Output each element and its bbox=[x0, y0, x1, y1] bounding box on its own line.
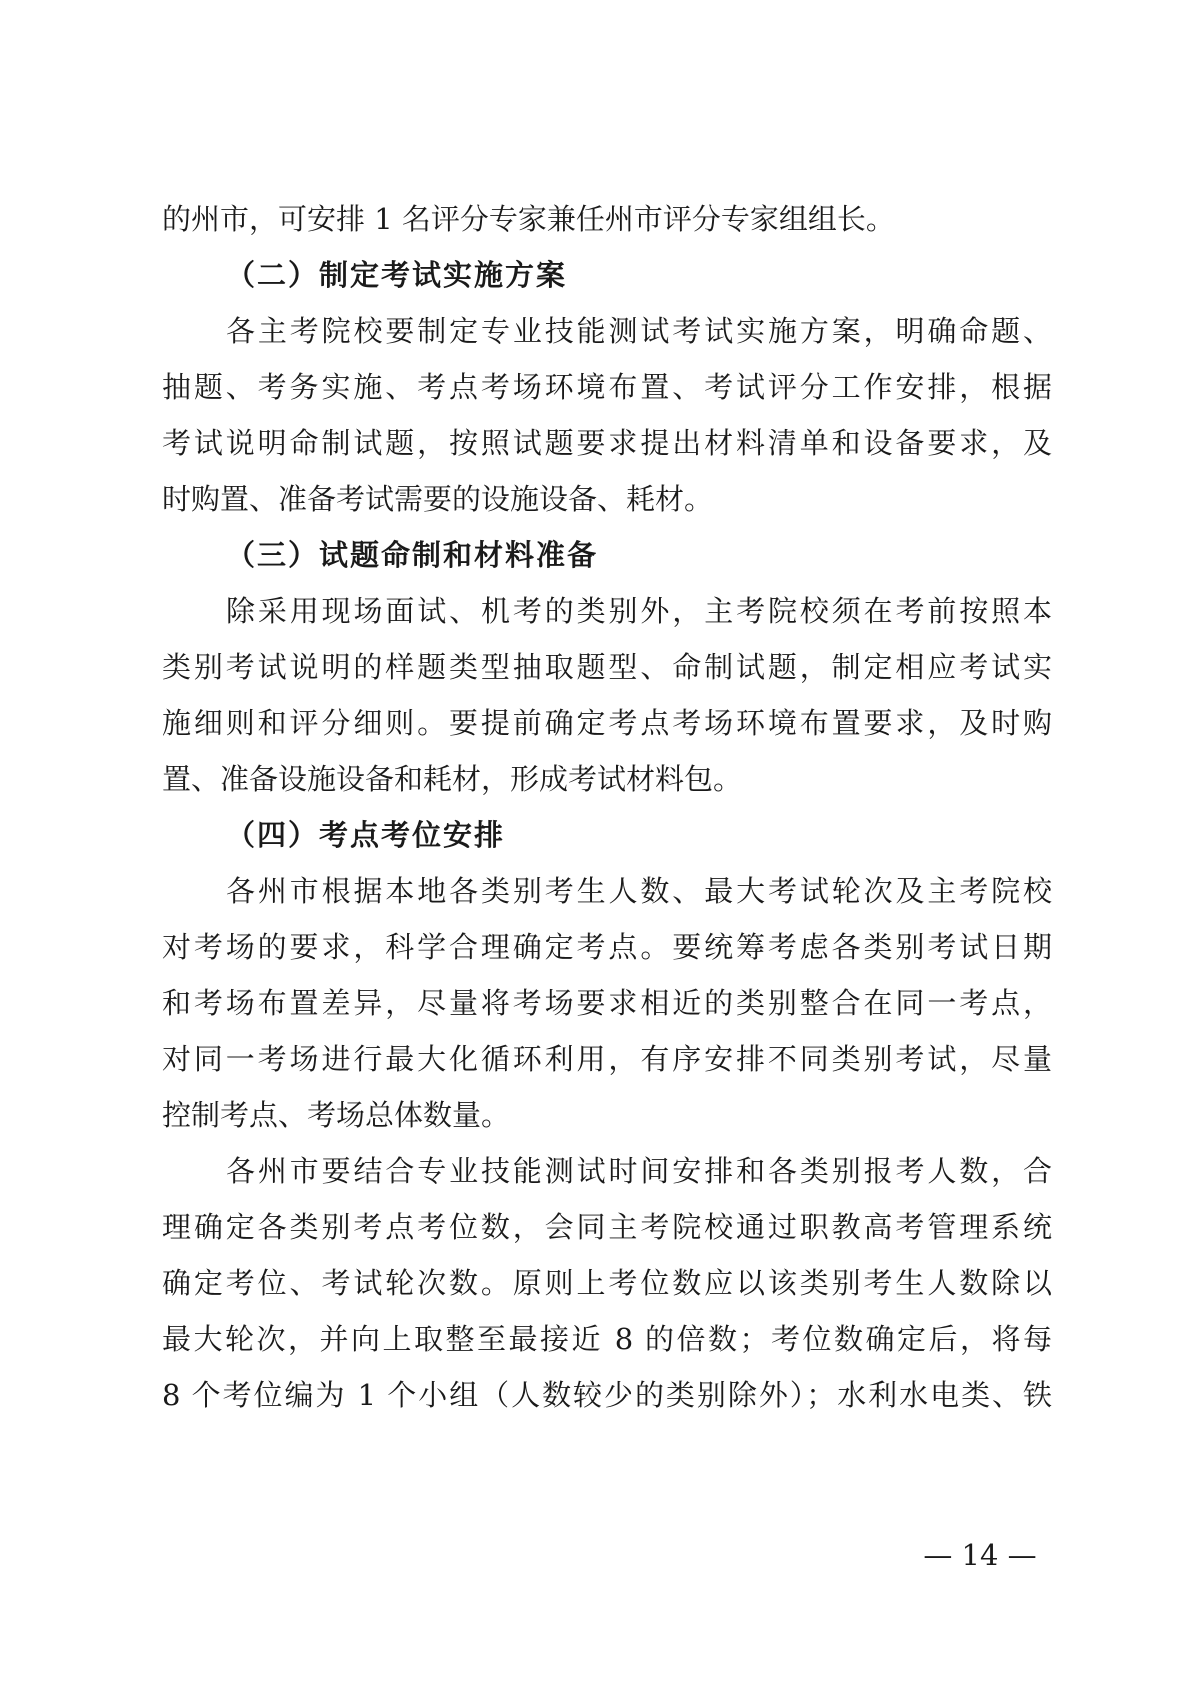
paragraph-line: 类别考试说明的样题类型抽取题型、命制试题，制定相应考试实 bbox=[162, 650, 1052, 684]
paragraph-line: 8 个考位编为 1 个小组（人数较少的类别除外）；水利水电类、铁 bbox=[162, 1378, 1052, 1412]
paragraph-line: 置、准备设施设备和耗材，形成考试材料包。 bbox=[162, 762, 743, 796]
paragraph-line: 考试说明命制试题，按照试题要求提出材料清单和设备要求，及 bbox=[162, 426, 1052, 460]
paragraph-line: 对考场的要求，科学合理确定考点。要统筹考虑各类别考试日期 bbox=[162, 930, 1052, 964]
section-heading-4: （四）考点考位安排 bbox=[226, 818, 506, 852]
paragraph-line: 各州市根据本地各类别考生人数、最大考试轮次及主考院校 bbox=[226, 874, 1052, 908]
paragraph-line: 最大轮次，并向上取整至最接近 8 的倍数；考位数确定后，将每 bbox=[162, 1322, 1052, 1356]
paragraph-line: 的州市，可安排 1 名评分专家兼任州市评分专家组组长。 bbox=[162, 202, 895, 236]
paragraph-line: 对同一考场进行最大化循环利用，有序安排不同类别考试，尽量 bbox=[162, 1042, 1052, 1076]
paragraph-line: 和考场布置差异，尽量将考场要求相近的类别整合在同一考点， bbox=[162, 986, 1052, 1020]
paragraph-line: 各州市要结合专业技能测试时间安排和各类别报考人数，合 bbox=[226, 1154, 1052, 1188]
paragraph-line: 除采用现场面试、机考的类别外，主考院校须在考前按照本 bbox=[226, 594, 1052, 628]
page-number: — 14 — bbox=[923, 1538, 1037, 1572]
paragraph-line: 时购置、准备考试需要的设施设备、耗材。 bbox=[162, 482, 714, 516]
paragraph-line: 抽题、考务实施、考点考场环境布置、考试评分工作安排，根据 bbox=[162, 370, 1052, 404]
paragraph-line: 各主考院校要制定专业技能测试考试实施方案，明确命题、 bbox=[226, 314, 1052, 348]
paragraph-line: 理确定各类别考点考位数，会同主考院校通过职教高考管理系统 bbox=[162, 1210, 1052, 1244]
paragraph-line: 施细则和评分细则。要提前确定考点考场环境布置要求，及时购 bbox=[162, 706, 1052, 740]
section-heading-2: （二）制定考试实施方案 bbox=[226, 258, 568, 292]
section-heading-3: （三）试题命制和材料准备 bbox=[226, 538, 599, 572]
paragraph-line: 确定考位、考试轮次数。原则上考位数应以该类别考生人数除以 bbox=[162, 1266, 1052, 1300]
paragraph-line: 控制考点、考场总体数量。 bbox=[162, 1098, 511, 1132]
